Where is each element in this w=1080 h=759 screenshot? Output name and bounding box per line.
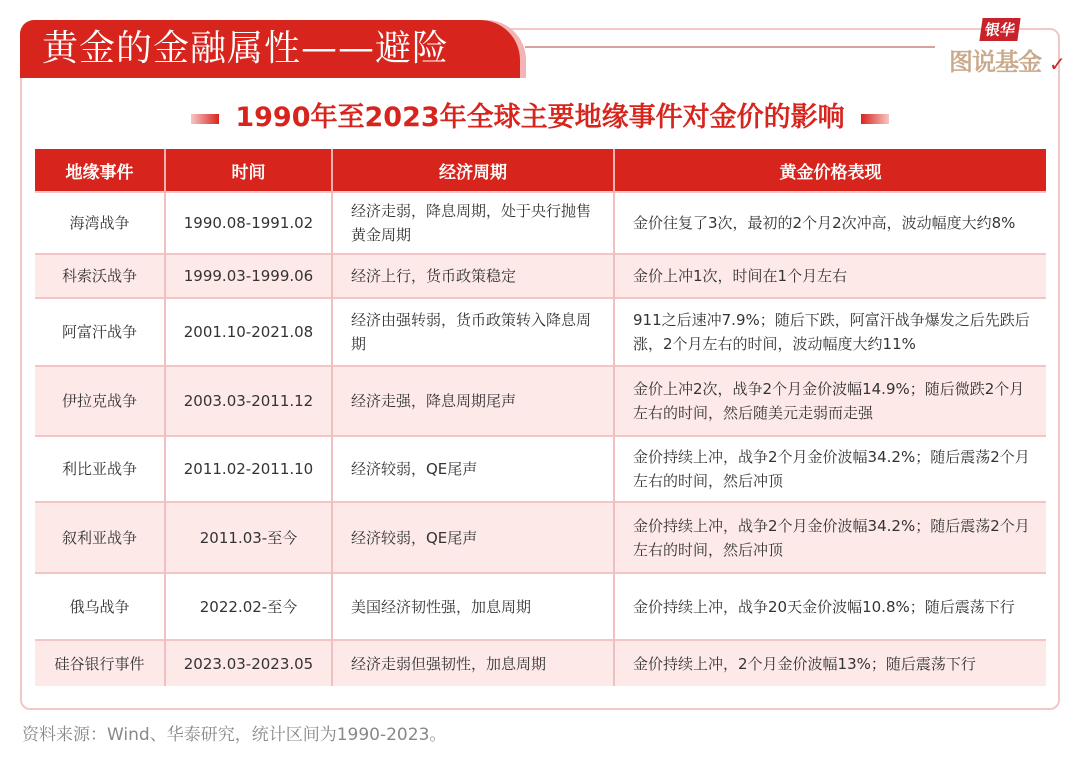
column-header: 时间 <box>165 149 332 192</box>
gold-performance-cell: 金价往复了3次，最初的2个月2次冲高，波动幅度大约8% <box>614 192 1046 254</box>
decor-square-icon <box>191 114 219 124</box>
table-row <box>35 366 1046 436</box>
logo-top: 银华 <box>979 18 1020 41</box>
table-title <box>0 95 1080 134</box>
gold-performance-cell: 金价上冲1次，时间在1个月左右 <box>614 254 1046 298</box>
event-cell: 伊拉克战争 <box>35 366 165 436</box>
brand-logo <box>945 18 1066 78</box>
period-cell: 2011.02-2011.10 <box>165 436 332 502</box>
period-cell: 2003.03-2011.12 <box>165 366 332 436</box>
table-row <box>35 573 1046 640</box>
economy-cell: 经济走弱，降息周期，处于央行抛售黄金周期 <box>332 192 614 254</box>
page-title: 黄金的金融属性——避险 <box>20 20 520 78</box>
gold-performance-cell: 金价上冲2次，战争2个月金价波幅14.9%；随后微跌2个月左右的时间，然后随美元走弱而走强 <box>614 366 1046 436</box>
period-cell: 2001.10-2021.08 <box>165 298 332 366</box>
period-cell: 2023.03-2023.05 <box>165 640 332 686</box>
economy-cell: 美国经济韧性强，加息周期 <box>332 573 614 640</box>
economy-cell: 经济由强转弱，货币政策转入降息周期 <box>332 298 614 366</box>
divider <box>525 46 935 48</box>
table-row <box>35 436 1046 502</box>
gold-performance-cell: 金价持续上冲，战争2个月金价波幅34.2%；随后震荡2个月左右的时间，然后冲顶 <box>614 436 1046 502</box>
period-cell: 2011.03-至今 <box>165 502 332 573</box>
economy-cell: 经济走强，降息周期尾声 <box>332 366 614 436</box>
event-cell: 阿富汗战争 <box>35 298 165 366</box>
table-row <box>35 298 1046 366</box>
event-cell: 俄乌战争 <box>35 573 165 640</box>
table-row <box>35 192 1046 254</box>
source-note: 资料来源：Wind、华泰研究，统计区间为1990-2023。 <box>22 725 447 745</box>
event-cell: 利比亚战争 <box>35 436 165 502</box>
event-cell: 科索沃战争 <box>35 254 165 298</box>
economy-cell: 经济走弱但强韧性，加息周期 <box>332 640 614 686</box>
event-cell: 硅谷银行事件 <box>35 640 165 686</box>
economy-cell: 经济较弱，QE尾声 <box>332 436 614 502</box>
economy-cell: 经济上行，货币政策稳定 <box>332 254 614 298</box>
event-cell: 叙利亚战争 <box>35 502 165 573</box>
gold-performance-cell: 金价持续上冲，战争20天金价波幅10.8%；随后震荡下行 <box>614 573 1046 640</box>
logo-bottom: 图说基金 <box>949 48 1041 76</box>
gold-performance-cell: 金价持续上冲，2个月金价波幅13%；随后震荡下行 <box>614 640 1046 686</box>
event-cell: 海湾战争 <box>35 192 165 254</box>
column-header: 黄金价格表现 <box>614 149 1046 192</box>
events-table <box>35 149 1046 686</box>
decor-square-icon <box>861 114 889 124</box>
table-row <box>35 254 1046 298</box>
table-row <box>35 640 1046 686</box>
check-icon: ✓ <box>1049 52 1066 76</box>
period-cell: 1990.08-1991.02 <box>165 192 332 254</box>
period-cell: 2022.02-至今 <box>165 573 332 640</box>
gold-performance-cell: 911之后速冲7.9%；随后下跌，阿富汗战争爆发之后先跌后涨，2个月左右的时间，波动幅度大约11% <box>614 298 1046 366</box>
table-row <box>35 502 1046 573</box>
gold-performance-cell: 金价持续上冲，战争2个月金价波幅34.2%；随后震荡2个月左右的时间，然后冲顶 <box>614 502 1046 573</box>
economy-cell: 经济较弱，QE尾声 <box>332 502 614 573</box>
column-header: 地缘事件 <box>35 149 165 192</box>
period-cell: 1999.03-1999.06 <box>165 254 332 298</box>
column-header: 经济周期 <box>332 149 614 192</box>
table-title-text: 1990年至2023年全球主要地缘事件对金价的影响 <box>235 102 845 133</box>
